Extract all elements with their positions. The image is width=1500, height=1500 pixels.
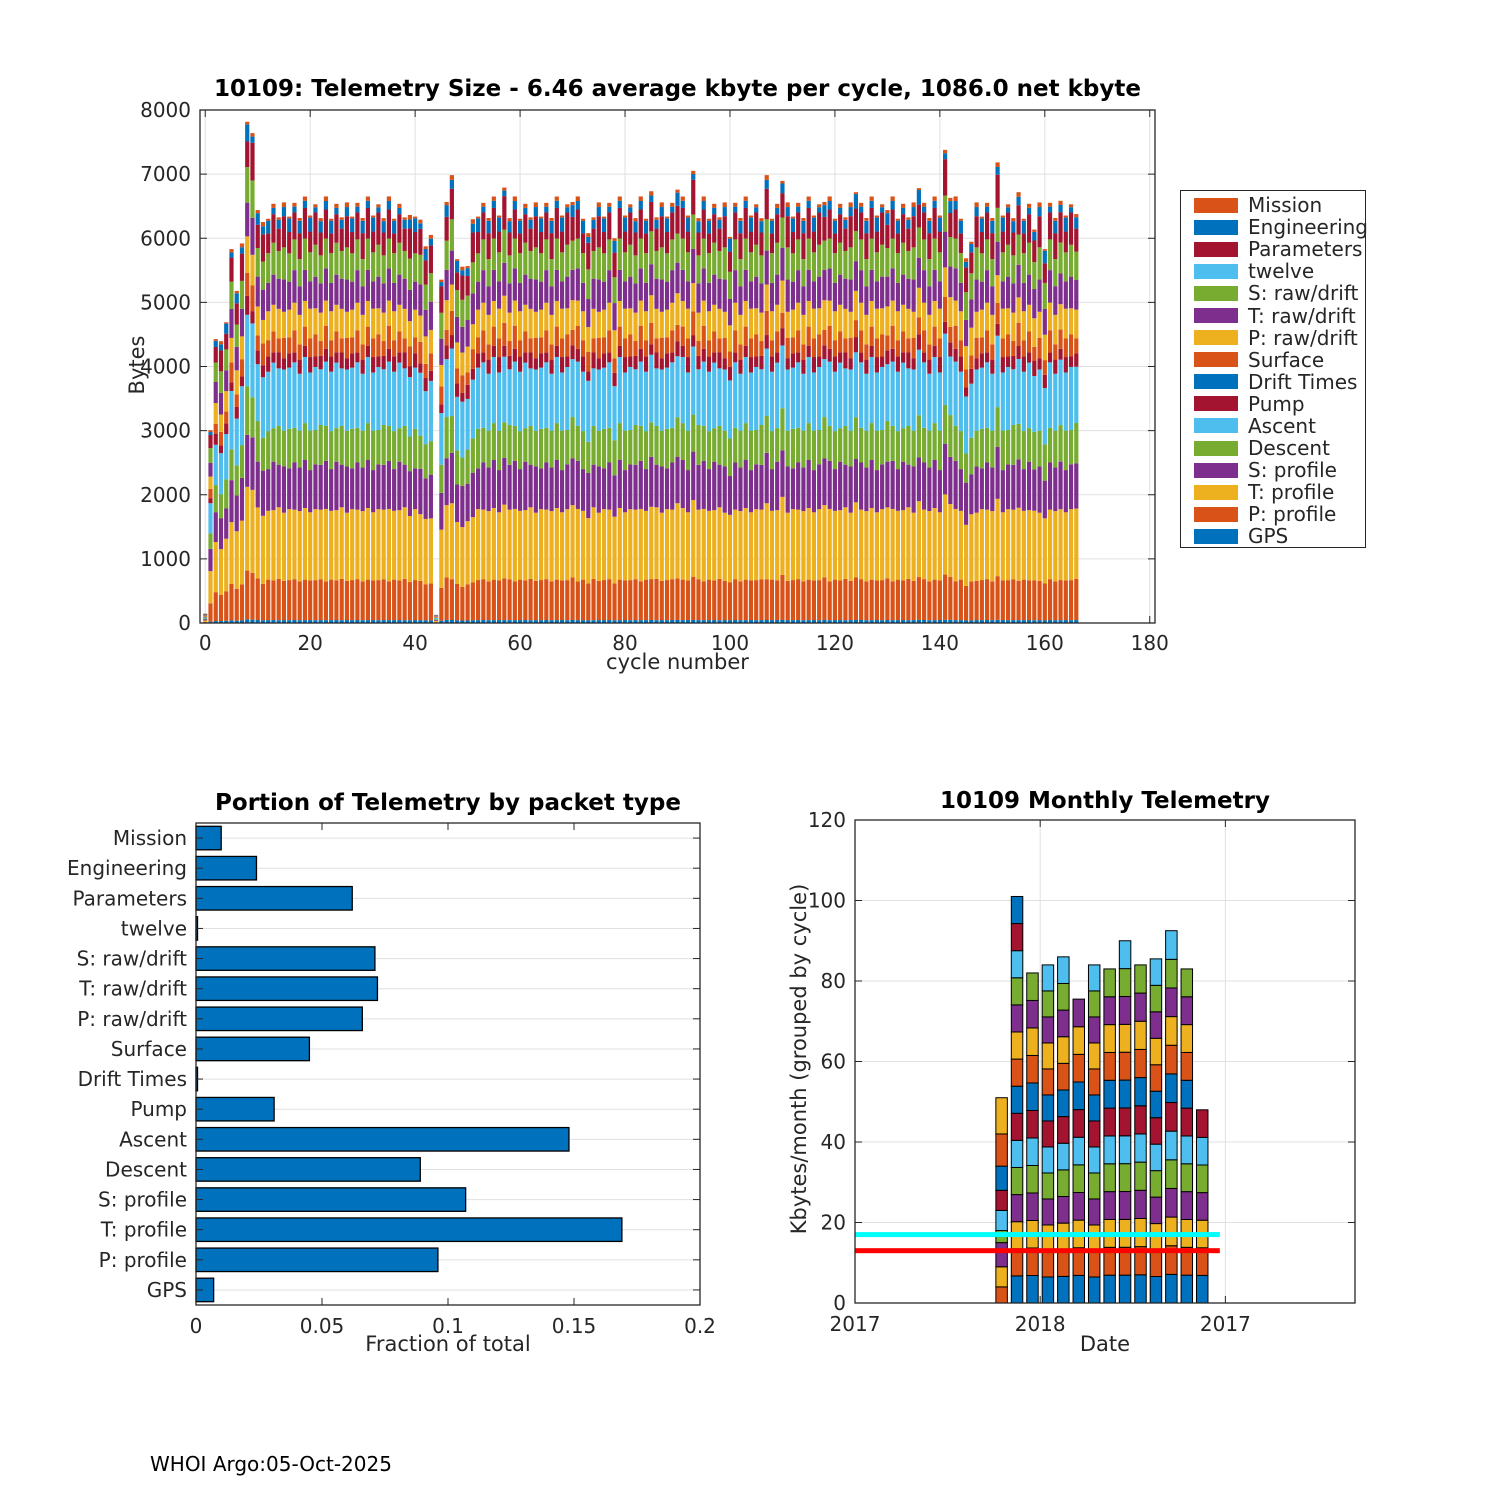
legend-item	[1181, 282, 1365, 304]
legend-label: Pump	[1248, 391, 1305, 416]
legend-label: T: raw/drift	[1248, 303, 1356, 328]
legend-item	[1181, 393, 1365, 415]
monthly-chart-bars	[996, 896, 1208, 1303]
svg-text:180: 180	[1130, 631, 1169, 655]
portion-chart-bars	[196, 826, 622, 1301]
legend-swatch	[1194, 485, 1238, 500]
svg-text:Parameters: Parameters	[72, 886, 187, 911]
svg-text:120: 120	[815, 631, 855, 655]
portion-chart-xlabel: Fraction of total	[365, 1332, 531, 1356]
svg-text:2018: 2018	[1014, 1312, 1066, 1336]
legend-item	[1181, 238, 1365, 260]
svg-text:0: 0	[189, 1314, 203, 1338]
svg-text:T: profile: T: profile	[100, 1217, 187, 1242]
legend-label: Descent	[1248, 436, 1330, 461]
svg-text:0: 0	[833, 1291, 846, 1315]
svg-text:160: 160	[1025, 631, 1064, 655]
svg-text:S: raw/drift: S: raw/drift	[76, 946, 187, 971]
top-chart-bars	[203, 122, 1078, 623]
legend-label: twelve	[1248, 259, 1315, 284]
legend-label: Mission	[1248, 193, 1323, 218]
svg-text:20: 20	[820, 1210, 846, 1235]
legend-item	[1181, 437, 1365, 459]
monthly-chart-ylabel: Kbytes/month (grouped by cycle)	[787, 883, 811, 1235]
legend-swatch	[1194, 308, 1238, 323]
svg-text:GPS: GPS	[146, 1277, 187, 1302]
legend-swatch	[1194, 396, 1238, 411]
svg-text:40: 40	[820, 1130, 846, 1154]
svg-text:2000: 2000	[140, 482, 191, 507]
legend-label: Ascent	[1248, 413, 1316, 438]
svg-text:Mission: Mission	[112, 826, 187, 851]
svg-text:T: raw/drift: T: raw/drift	[79, 976, 187, 1001]
legend-label: GPS	[1248, 524, 1289, 549]
legend-item	[1181, 481, 1365, 503]
svg-text:80: 80	[820, 969, 846, 993]
legend-label: Surface	[1248, 347, 1325, 372]
legend-label: Engineering	[1248, 215, 1368, 240]
top-chart-ylabel: Bytes	[125, 335, 149, 395]
svg-text:80: 80	[612, 631, 638, 655]
svg-text:Surface: Surface	[110, 1036, 187, 1061]
legend-swatch	[1194, 242, 1238, 257]
svg-text:S: profile: S: profile	[98, 1187, 187, 1212]
legend-swatch	[1194, 441, 1238, 456]
legend-swatch	[1194, 418, 1238, 433]
legend-swatch	[1194, 463, 1238, 478]
top-chart-xlabel: cycle number	[606, 650, 749, 674]
portion-chart-title: Portion of Telemetry by packet type	[215, 790, 681, 816]
legend-swatch	[1194, 220, 1238, 235]
svg-text:P: raw/drift: P: raw/drift	[77, 1006, 187, 1031]
svg-text:Descent: Descent	[105, 1157, 187, 1182]
legend-item	[1181, 327, 1365, 349]
legend-swatch	[1194, 529, 1238, 544]
svg-text:7000: 7000	[140, 162, 191, 187]
legend-label: Drift Times	[1248, 369, 1358, 394]
legend-label: T: profile	[1248, 480, 1335, 505]
svg-text:2017: 2017	[829, 1312, 881, 1336]
svg-text:8000: 8000	[140, 98, 191, 122]
legend-item	[1181, 215, 1368, 240]
legend-swatch	[1194, 330, 1238, 345]
svg-text:Ascent: Ascent	[119, 1127, 187, 1152]
svg-text:0.2: 0.2	[684, 1314, 716, 1338]
legend-item	[1181, 349, 1365, 371]
legend-label: S: raw/drift	[1248, 281, 1359, 306]
legend-item	[1181, 503, 1365, 525]
svg-text:60: 60	[507, 631, 533, 655]
svg-text:140: 140	[920, 631, 959, 655]
legend-label: S: profile	[1248, 458, 1337, 483]
top-chart-title: 10109: Telemetry Size - 6.46 average kbyte per cycle, 1086.0 net kbyte	[214, 76, 1141, 102]
legend-swatch	[1194, 264, 1238, 279]
svg-text:0: 0	[198, 631, 212, 655]
legend-item	[1181, 194, 1365, 216]
svg-text:Engineering: Engineering	[67, 856, 187, 881]
svg-text:100: 100	[807, 888, 846, 913]
legend	[1180, 190, 1366, 548]
svg-text:Drift Times: Drift Times	[77, 1067, 187, 1092]
legend-swatch	[1194, 352, 1238, 367]
svg-text:2017: 2017	[1199, 1312, 1251, 1336]
legend-item	[1181, 371, 1365, 393]
svg-text:4000: 4000	[140, 354, 191, 379]
legend-item	[1181, 260, 1365, 282]
legend-swatch	[1194, 198, 1238, 213]
legend-label: P: raw/drift	[1248, 325, 1358, 350]
legend-label: P: profile	[1248, 502, 1337, 527]
svg-text:40: 40	[402, 631, 428, 655]
svg-text:0.05: 0.05	[299, 1314, 345, 1338]
legend-swatch	[1194, 507, 1238, 522]
monthly-chart-title: 10109 Monthly Telemetry	[940, 788, 1270, 814]
svg-text:60: 60	[820, 1049, 846, 1074]
legend-swatch	[1194, 286, 1238, 301]
svg-text:0: 0	[178, 611, 191, 635]
svg-text:100: 100	[710, 631, 750, 655]
legend-swatch	[1194, 374, 1238, 389]
legend-item	[1181, 459, 1365, 481]
svg-text:6000: 6000	[140, 226, 191, 251]
legend-item	[1181, 415, 1365, 437]
svg-text:20: 20	[297, 631, 323, 655]
svg-text:1000: 1000	[140, 546, 191, 571]
footer-datestamp: WHOI Argo:05-Oct-2025	[150, 1452, 392, 1476]
svg-text:120: 120	[807, 808, 846, 832]
legend-item	[1181, 304, 1365, 326]
svg-text:3000: 3000	[140, 418, 191, 443]
legend-item	[1181, 525, 1365, 547]
svg-text:P: profile: P: profile	[98, 1247, 187, 1272]
svg-text:0.1: 0.1	[432, 1314, 464, 1338]
legend-label: Parameters	[1248, 237, 1363, 262]
svg-text:0.15: 0.15	[551, 1314, 597, 1338]
svg-text:twelve: twelve	[120, 916, 187, 941]
svg-text:Pump: Pump	[130, 1097, 187, 1122]
monthly-chart-xlabel: Date	[1079, 1332, 1131, 1356]
svg-text:5000: 5000	[140, 290, 191, 315]
